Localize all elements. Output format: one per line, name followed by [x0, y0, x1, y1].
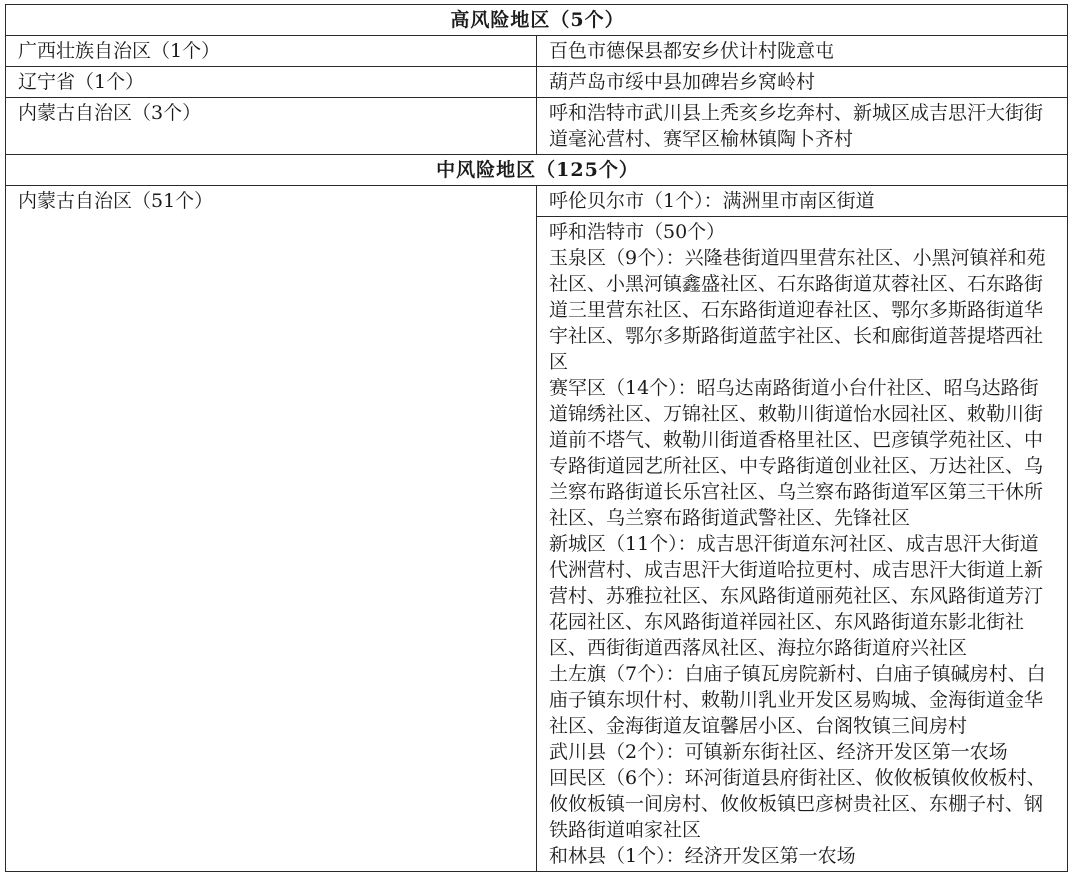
high-risk-row: [6, 67, 1068, 98]
medium-risk-header-row: [6, 155, 1068, 186]
areas-cell: 呼和浩特市武川县上秃亥乡圪奔村、新城区成吉思汗大街街道毫沁营村、赛罕区榆林镇陶卜齐村: [537, 98, 1068, 155]
areas-cell: 葫芦岛市绥中县加碑岩乡窝岭村: [537, 67, 1068, 98]
medium-risk-row: [6, 186, 1068, 217]
region-cell: 辽宁省（1个）: [6, 67, 537, 98]
district-entry: 和林县（1个）：经济开发区第一农场: [549, 845, 856, 867]
district-entry: 土左旗（7个）：白庙子镇瓦房院新村、白庙子镇碱房村、白庙子镇东坝什村、敕勒川乳业开发区易购城、金海街道金华社区、金海街道友谊馨居小区、台阁牧镇三间房村: [549, 663, 1046, 737]
region-cell: 内蒙古自治区（3个）: [6, 98, 537, 155]
district-entry: 回民区（6个）：环河街道县府街社区、攸攸板镇攸攸板村、攸攸板镇一间房村、攸攸板镇巴彦树贵社区、东棚子村、钢铁路街道咱家社区: [549, 767, 1046, 841]
risk-areas-table: [5, 4, 1068, 872]
medium-risk-header: 中风险地区（125个）: [6, 155, 1068, 186]
district-entry: 新城区（11个）：成吉思汗街道东河社区、成吉思汗大街道代洲营村、成吉思汗大街道哈拉更村、成吉思汗大街道上新营村、苏雅拉社区、东风路街道丽苑社区、东风路街道芳汀花园社区、东风路街道祥园社区、东风路街道东影北街社区、西街街道西落凤社区、海拉尔路街道府兴社区: [549, 533, 1044, 659]
high-risk-row: [6, 36, 1068, 67]
region-cell: 内蒙古自治区（51个）: [6, 186, 537, 872]
areas-cell: 百色市德保县都安乡伏计村陇意屯: [537, 36, 1068, 67]
district-entry: 玉泉区（9个）：兴隆巷街道四里营东社区、小黑河镇祥和苑社区、小黑河镇鑫盛社区、石东路街道苁蓉社区、石东路街道三里营东社区、石东路街道迎春社区、鄂尔多斯路街道华宇社区、鄂尔多斯路街道蓝宇社区、长和廊街道菩提塔西社区: [549, 247, 1046, 373]
hulunbuir-cell: 呼伦贝尔市（1个）：满洲里市南区街道: [537, 186, 1068, 217]
hohhot-title: 呼和浩特市（50个）: [549, 221, 726, 243]
hohhot-cell: [537, 217, 1068, 872]
high-risk-row: [6, 98, 1068, 155]
district-entry: 武川县（2个）：可镇新东街社区、经济开发区第一农场: [549, 741, 1008, 763]
high-risk-header-row: [6, 5, 1068, 36]
region-cell: 广西壮族自治区（1个）: [6, 36, 537, 67]
high-risk-header: 高风险地区（5个）: [6, 5, 1068, 36]
district-entry: 赛罕区（14个）：昭乌达南路街道小台什社区、昭乌达路街道锦绣社区、万锦社区、敕勒川街道怡水园社区、敕勒川街道前不塔气、敕勒川街道香格里社区、巴彦镇学苑社区、中专路街道园艺所社区、中专路街道创业社区、万达社区、乌兰察布路街道长乐宫社区、乌兰察布路街道军区第三干休所社区、乌兰察布路街道武警社区、先锋社区: [549, 377, 1044, 529]
